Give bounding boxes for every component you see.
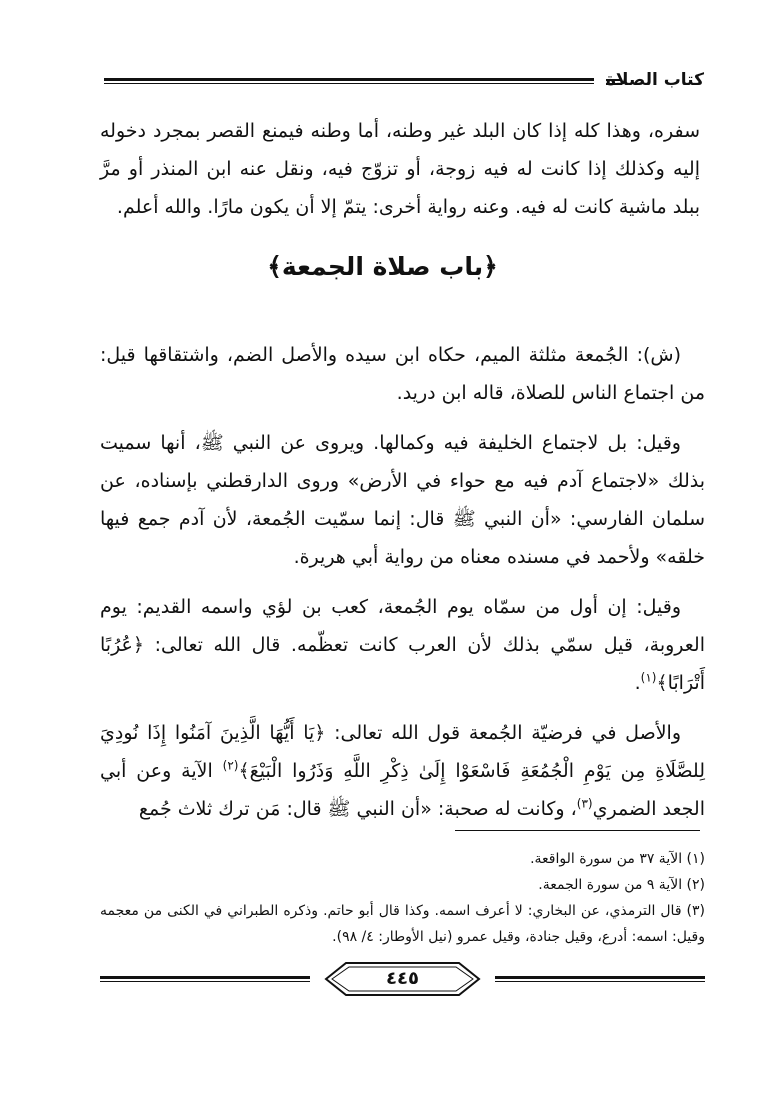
paragraph-3-end: . <box>634 672 641 694</box>
footnote-separator <box>455 830 700 831</box>
section-title: ﴿باب صلاة الجمعة﴾ <box>267 252 498 281</box>
footnotes <box>100 846 705 950</box>
footnote-ref-1[interactable]: (١) <box>640 670 657 685</box>
paragraph-4-text-c: ، وكانت له صحبة: «أن النبي ﷺ قال: مَن ترك ثلاث جُمع <box>138 798 577 820</box>
page-footer <box>100 960 705 1000</box>
intro-paragraph: سفره، وهذا كله إذا كان البلد غير وطنه، أما وطنه فيمنع القصر بمجرد دخوله إليه وكذلك إذا كانت له فيه زوجة، أو تزوّج فيه، ونقل عنه ابن المنذر أو مرَّ ببلد ماشية كانت له فيه. وعنه رواية أخرى: يتمّ إلا أن يكون مارًا. والله أعلم. <box>100 120 700 218</box>
footnote-1: (١) الآية ٣٧ من سورة الواقعة. <box>530 851 705 867</box>
header-ornament <box>606 79 622 85</box>
paragraph-4 <box>100 714 705 828</box>
paragraph-4-text-a: والأصل في فرضيّة الجُمعة قول الله تعالى: ﴿يَا أَيُّهَا الَّذِينَ آمَنُوا إِذَا نُودِيَ لِلصَّلَاةِ مِن يَوْمِ الْجُمُعَةِ فَاسْعَوْا إِلَىٰ ذِكْرِ اللَّهِ وَذَرُوا الْبَيْعَ﴾ <box>100 722 706 782</box>
paragraph-1: (ش): الجُمعة مثلثة الميم، حكاه ابن سيده والأصل الضم، واشتقاقها قيل: من اجتماع الناس للصلاة، قاله ابن دريد. <box>100 344 705 404</box>
footnote-ref-2[interactable]: (٢) <box>222 758 239 773</box>
footer-rule-right <box>495 976 705 982</box>
paragraph-4-text-b: الآية وعن أبي الجعد الضمري <box>100 760 705 820</box>
footer-rule-left <box>100 976 310 982</box>
paragraph-3-text: وقيل: إن أول من سمّاه يوم الجُمعة، كعب بن لؤي واسمه القديم: يوم العروبة، قيل سمّي بذلك لأن العرب كانت تعظّمه. قال الله تعالى: ﴿عُرُبًا أَتْرَابًا﴾ <box>100 596 705 694</box>
footnote-3: (٣) قال الترمذي، عن البخاري: لا أعرف اسمه. وكذا قال أبو حاتم. وذكره الطبراني في الكنى من معجمه وقيل: اسمه: أدرع، وقيل جنادة، وقيل عمرو (نيل الأوطار: ٤/ ٩٨). <box>100 903 705 945</box>
page-number: ٤٤٥ <box>386 968 419 989</box>
paragraph-2: وقيل: بل لاجتماع الخليفة فيه وكمالها. ويروى عن النبي ﷺ، أنها سميت بذلك «لاجتماع آدم فيه مع حواء في الأرض» وروى الدارقطني بإسناده، عن سلمان الفارسي: «أن النبي ﷺ قال: إنما سمّيت الجُمعة، لأن آدم جمع فيها خلقه» ولأحمد في مسنده معناه من رواية أبي هريرة. <box>100 432 705 568</box>
header-title: كتاب الصلاة <box>605 70 704 90</box>
footnote-ref-3[interactable]: (٣) <box>576 796 593 811</box>
header-rule <box>104 78 594 84</box>
body-text <box>100 336 705 840</box>
footnote-2: (٢) الآية ٩ من سورة الجمعة. <box>538 877 705 893</box>
page-number-frame <box>320 960 485 998</box>
paragraph-3 <box>100 588 705 702</box>
running-header <box>104 70 704 94</box>
